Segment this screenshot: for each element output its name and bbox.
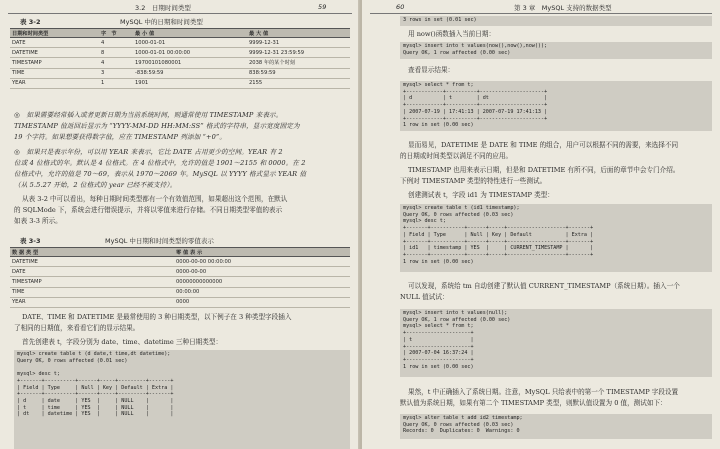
table-row — [10, 58, 350, 68]
text-now-insert: 用 now()函数插入当前日期： — [408, 30, 496, 38]
para-year-line2: 位或 4 位格式的年。默认是 4 位格式。在 4 位格式中，允许的值是 1901～2155 和 0000。在 2 — [14, 159, 306, 167]
header-cell: 日期和时间类型 — [10, 29, 99, 38]
para-first-timestamp-line1: 果然，t 中正确插入了系统日期。注意，MySQL 只给表中的第一个 TIMESTAMP 字段设置 — [408, 388, 679, 396]
left-page-number: 59 — [318, 3, 327, 11]
para-compare-line2: 了相同的日期值，来看看它们的显示结果。 — [14, 324, 140, 332]
table-cell: 3 — [99, 68, 133, 78]
para-timestamp-line2: TIMESTAMP 值返回后显示为 “YYYY-MM-DD HH:MM:SS” 格式的字符串，显示宽度固定为 — [14, 122, 300, 130]
para-range-line1: 从表 3-2 中可以看出，每种日期时间类型都有一个有效值范围，如果超出这个范围，在默认 — [22, 195, 288, 203]
para-default-line1: 可以发现，系统给 tm 自动创建了默认值 CURRENT_TIMESTAMP（系统日期）。插入一个 — [408, 282, 680, 290]
code-block-create-desc: mysql> create table t (d date,t time,dt datetime); Query OK, 0 rows affected (0.01 sec) mysql> desc t; +-------+----------+------+-----+---------+-------+ | Field | Type | Null | Key | Default | Extra | +-------+----------+------+-----+---------+-------+ | d | date | YES | | NULL | | | t | time | YES | | NULL | | | dt | datetime | YES | | NULL | | — [14, 350, 350, 449]
table-row — [10, 38, 350, 48]
table-row — [10, 287, 350, 297]
table-cell: 1901 — [133, 78, 247, 88]
para-compare-line1: DATE、TIME 和 DATETIME 是最常使用的 3 种日期类型，以下例子在 3 种类型字段插入 — [22, 313, 292, 321]
table-cell: TIME — [10, 287, 174, 297]
table-cell: 4 — [99, 38, 133, 48]
para-datetime-line2: 的日期或时间类型以满足不同的应用。 — [400, 152, 513, 160]
table-cell: 0000 — [174, 297, 350, 307]
table-cell: DATETIME — [10, 257, 174, 267]
table-cell: DATE — [10, 38, 99, 48]
table-cell: 9999-12-31 23:59:59 — [247, 48, 350, 58]
table-cell: YEAR — [10, 78, 99, 88]
table-row — [10, 277, 350, 287]
table-cell: 9999-12-31 — [247, 38, 350, 48]
code-insert-now: mysql> insert into t values(now(),now(),now()); Query OK, 1 row affected (0.00 sec) — [400, 42, 712, 59]
para-range-line3: 如表 3-3 所示。 — [14, 217, 62, 225]
code-alter-table: mysql> alter table t add id2 timestamp; Query OK, 0 rows affected (0.03 sec) Records: 0 Duplicates: 0 Warnings: 0 — [400, 414, 712, 439]
table-cell: 1000-01-01 00:00:00 — [133, 48, 247, 58]
table-cell: 00000000000000 — [174, 277, 350, 287]
text-create-test-table: 创建测试表 t，字段 id1 为 TIMESTAMP 类型： — [408, 191, 554, 199]
table-cell: DATE — [10, 267, 174, 277]
para-create-table: 首先创建表 t，字段分别为 date、time、datetime 三种日期类型： — [22, 338, 223, 346]
para-timestamp-line3: 19 个字符。如果想要获得数字值，应在 TIMESTAMP 列添加 “+0”。 — [14, 133, 227, 141]
para-range-line2: 的 SQLMode 下，系统会进行错误提示，并将以零值来进行存储。不同日期类型零值的表示 — [14, 206, 283, 214]
right-running-header: 第 3 章 MySQL 支持的数据类型 — [514, 4, 612, 12]
right-page — [362, 0, 720, 449]
para-datetime-line1: 显而易见，DATETIME 是 DATE 和 TIME 的组合，用户可以根据不同的需要，来选择不同 — [408, 141, 679, 149]
table-row — [10, 68, 350, 78]
table-cell: 4 — [99, 58, 133, 68]
table-cell: 2155 — [247, 78, 350, 88]
table-3-3-title: MySQL 中日期和时间类型的零值表示 — [105, 237, 214, 245]
table-cell: DATETIME — [10, 48, 99, 58]
para-year-line1: ◎ 如果只是表示年份，可以用 YEAR 来表示，它比 DATE 占用更少的空间。YEAR 有 2 — [14, 148, 283, 156]
left-running-header: 3.2 日期时间类型 — [135, 4, 191, 12]
table-cell: TIMESTAMP — [10, 58, 99, 68]
text-view-result: 查看显示结果： — [408, 66, 455, 74]
para-year-line4: （从 5.5.27 开始，2 位格式的 year 已经不被支持）。 — [14, 181, 177, 189]
header-cell: 零 值 表 示 — [174, 248, 350, 257]
code-create-timestamp-table: mysql> create table t (id1 timestamp); Query OK, 0 rows affected (0.03 sec) mysql> desc t; +-------+-----------+------+-----+-------------------+-------+ | Field | Type | Null | Key | Default | Extra | +-------+-----------+------+-----+-------------------+-------+ | id1 | timestamp | YES | | CURRENT_TIMESTAMP | | +-------+-----------+------+-----+-------------------+-------+ 1 row in set (0.00 sec) — [400, 204, 712, 272]
table-cell: -838:59:59 — [133, 68, 247, 78]
table-row — [10, 267, 350, 277]
table-cell: 1000-01-01 — [133, 38, 247, 48]
table-header-row — [10, 248, 350, 257]
table-3-2-label: 表 3-2 — [20, 18, 41, 26]
table-row — [10, 297, 350, 307]
para-first-timestamp-line2: 默认值为系统日期，如果有第二个 TIMESTAMP 类型，则默认值设置为 0 值，测试如下： — [400, 399, 667, 407]
table-row — [10, 48, 350, 58]
table-cell: 19700101080001 — [133, 58, 247, 68]
para-datetime-line3: TIMESTAMP 也用来表示日期，但是和 DATETIME 有所不同，后面的章节中会专门介绍。 — [408, 166, 680, 174]
table-3-3-label: 表 3-3 — [20, 237, 41, 245]
table-3-2-title: MySQL 中的日期和时间类型 — [120, 18, 203, 26]
para-default-line2: NULL 值试试： — [400, 293, 449, 301]
right-page-number: 60 — [396, 3, 405, 11]
header-rule — [8, 13, 352, 14]
header-cell: 字 节 — [99, 29, 133, 38]
table-cell: 838:59:59 — [247, 68, 350, 78]
table-cell: YEAR — [10, 297, 174, 307]
table-3-2 — [10, 28, 350, 89]
table-row — [10, 78, 350, 88]
header-cell: 最 小 值 — [133, 29, 247, 38]
para-timestamp-line1: ◎ 如果需要经常插入或者更新日期为当前系统时间，则通常使用 TIMESTAMP 来表示。 — [14, 111, 283, 119]
table-cell: 0000-00-00 — [174, 267, 350, 277]
header-cell: 数 据 类 型 — [10, 248, 174, 257]
table-cell: 2038 年的某个时刻 — [247, 58, 350, 68]
header-rule — [370, 13, 712, 14]
para-year-line3: 位格式中，允许的值是 70～69，表示从 1970～2069 年。MySQL 以 YYYY 格式显示 YEAR 值 — [14, 170, 307, 178]
table-cell: 0000-00-00 00:00:00 — [174, 257, 350, 267]
code-rows-in-set: 3 rows in set (0.01 sec) — [400, 16, 712, 26]
table-row — [10, 257, 350, 267]
table-3-3 — [10, 247, 350, 308]
table-header-row — [10, 29, 350, 38]
table-cell: 00:00:00 — [174, 287, 350, 297]
para-datetime-line4: 下例对 TIMESTAMP 类型的特性进行一些测试。 — [400, 177, 547, 185]
code-select-result: mysql> select * from t; +------------+----------+---------------------+ | d | t | dt | +------------+----------+---------------------+ | 2007-07-19 | 17:41:13 | 2007-07-19 17:41:13 | +------------+----------+---------------------+ 1 row in set (0.00 sec) — [400, 81, 712, 131]
code-insert-null: mysql> insert into t values(null); Query OK, 1 row affected (0.00 sec) mysql> select * from t; +---------------------+ | t | +---------------------+ | 2007-07-04 16:37:24 | +---------------------+ 1 row in set (0.00 sec) — [400, 309, 712, 377]
table-cell: 8 — [99, 48, 133, 58]
table-cell: TIMESTAMP — [10, 277, 174, 287]
table-cell: 1 — [99, 78, 133, 88]
table-cell: TIME — [10, 68, 99, 78]
header-cell: 最 大 值 — [247, 29, 350, 38]
